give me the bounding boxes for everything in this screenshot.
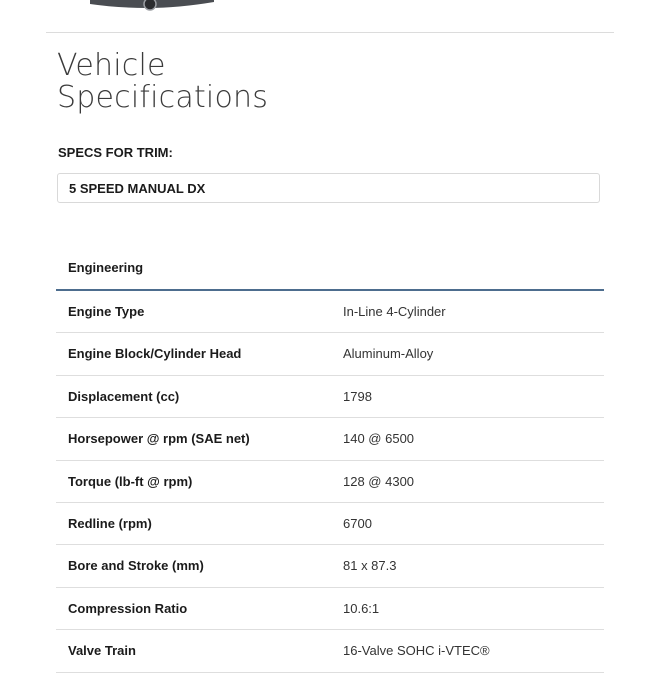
spec-value: 1798 [343, 388, 372, 404]
table-row [56, 545, 604, 587]
table-row [56, 461, 604, 503]
table-row [56, 376, 604, 418]
table-row [56, 418, 604, 460]
table-row [56, 291, 604, 333]
spec-value: 140 @ 6500 [343, 431, 415, 447]
spec-label: Redline (rpm) [68, 515, 152, 531]
spec-label: Compression Ratio [68, 600, 188, 616]
spec-value: 81 x 87.3 [343, 558, 397, 574]
page-title [57, 50, 268, 114]
spec-label: Valve Train [68, 643, 136, 659]
page-title-line-1: Vehicle [57, 48, 166, 83]
spec-label: Horsepower @ rpm (SAE net) [68, 431, 250, 447]
spec-value: 128 @ 4300 [343, 473, 415, 489]
spec-label: Engine Block/Cylinder Head [68, 346, 242, 362]
section-title: Engineering [68, 260, 144, 275]
page-title-line-2: Specifications [57, 80, 269, 115]
table-row [56, 588, 604, 630]
trim-select-value: 5 SPEED MANUAL DX [69, 180, 206, 196]
table-row [56, 333, 604, 375]
spec-table [56, 291, 604, 673]
spec-label: Displacement (cc) [68, 388, 180, 404]
spec-value: 6700 [343, 515, 372, 531]
car-image [88, 0, 218, 12]
header-divider [46, 32, 614, 33]
spec-value: Aluminum-Alloy [343, 346, 434, 362]
trim-select[interactable] [57, 173, 600, 203]
spec-value: 16-Valve SOHC i-VTEC® [343, 643, 490, 659]
spec-label: Bore and Stroke (mm) [68, 558, 204, 574]
trim-label: SPECS FOR TRIM: [58, 145, 173, 160]
spec-value: 10.6:1 [343, 600, 380, 616]
section-header-engineering[interactable] [56, 246, 604, 291]
table-row [56, 630, 604, 672]
spec-label: Engine Type [68, 304, 145, 319]
spec-label: Torque (lb-ft @ rpm) [68, 473, 193, 489]
table-row [56, 503, 604, 545]
spec-value: In-Line 4-Cylinder [343, 304, 446, 319]
